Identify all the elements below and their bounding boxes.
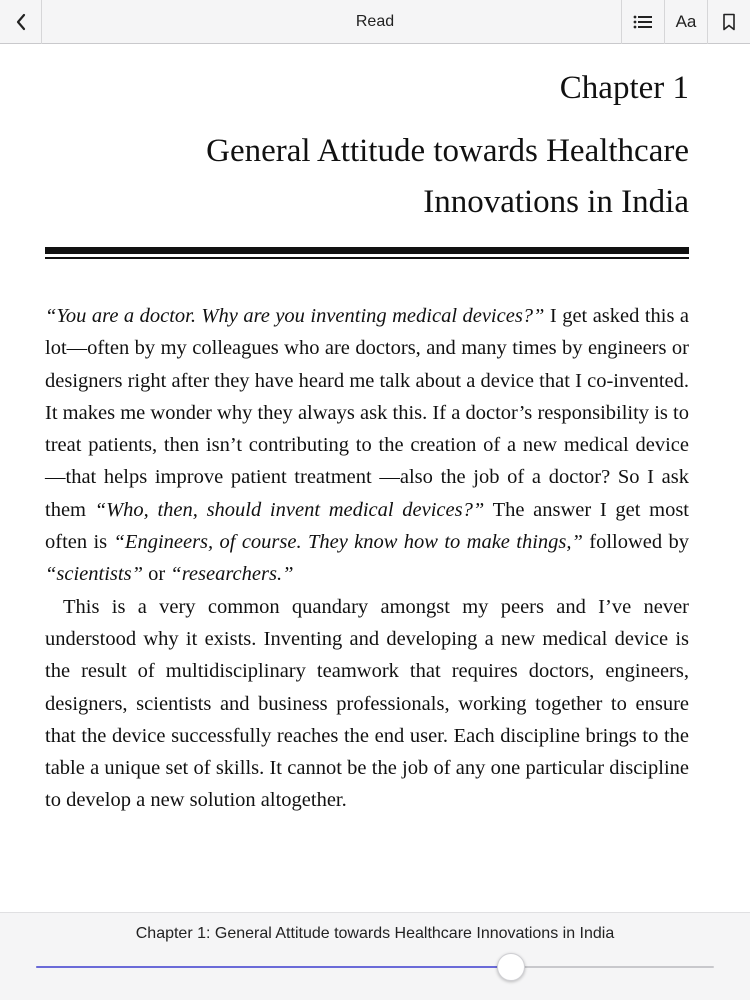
body-paragraph-1 (45, 300, 689, 591)
bottom-toolbar (0, 912, 750, 1000)
quote: “scientists” (45, 563, 143, 586)
text-run: I get asked this a lot—often by my colleagues who are doctors, and many times by engineers or designers right after they have heard me talk about a device that I co-invented. It makes me wonder why they always ask this. If a doctor’s responsibility is to treat patients, then isn’t contributing to the creation of a new medical device—that helps improve patient treatment —also the job of a doctor? So I ask them (45, 305, 689, 521)
font-settings-button[interactable]: Aa (664, 0, 707, 44)
bookmark-button[interactable] (707, 0, 750, 44)
bookmark-icon (722, 13, 736, 31)
chapter-title-line-2: Innovations in India (423, 184, 689, 220)
reading-pane (45, 44, 689, 817)
chapter-divider-thick (45, 247, 689, 254)
top-toolbar (0, 0, 750, 44)
chapter-title (45, 126, 689, 228)
quote: “Who, then, should invent medical devices?” (94, 498, 485, 521)
list-icon (633, 14, 653, 30)
table-of-contents-button[interactable] (621, 0, 664, 44)
current-chapter-label: Chapter 1: General Attitude towards Healthcare Innovations in India (135, 925, 615, 942)
chapter-title-line-1: General Attitude towards Healthcare (206, 133, 689, 169)
quote: “Engineers, of course. They know how to make things,” (113, 531, 583, 554)
page-title: Read (355, 13, 395, 30)
text-run: The answer I get most often is (45, 498, 689, 554)
quote: “researchers.” (170, 563, 294, 586)
toolbar-right (621, 0, 750, 44)
page-progress-slider[interactable] (36, 966, 714, 968)
chapter-divider-thin (45, 257, 689, 259)
quote: “You are a doctor. Why are you inventing medical devices?” (45, 305, 545, 327)
chapter-number: Chapter 1 (559, 70, 689, 106)
body-paragraph-2: This is a very common quandary amongst my peers and I’ve never understood why it exists. Inventing and developing a new medical device is the result of multidisciplinary teamwork that requires doctors, engineers, designers, scientists and business professionals, working together to ensure that the device successfully reaches the end user. Each discipline brings to the table a unique set of skills. It cannot be the job of any one particular discipline to develop a new solution altogether. (45, 595, 689, 812)
text-run: followed by (582, 531, 689, 554)
back-button[interactable] (0, 0, 42, 44)
slider-thumb[interactable] (497, 953, 525, 981)
text-run: or (142, 563, 171, 586)
progress-fill (36, 966, 511, 968)
chevron-left-icon (15, 13, 27, 31)
